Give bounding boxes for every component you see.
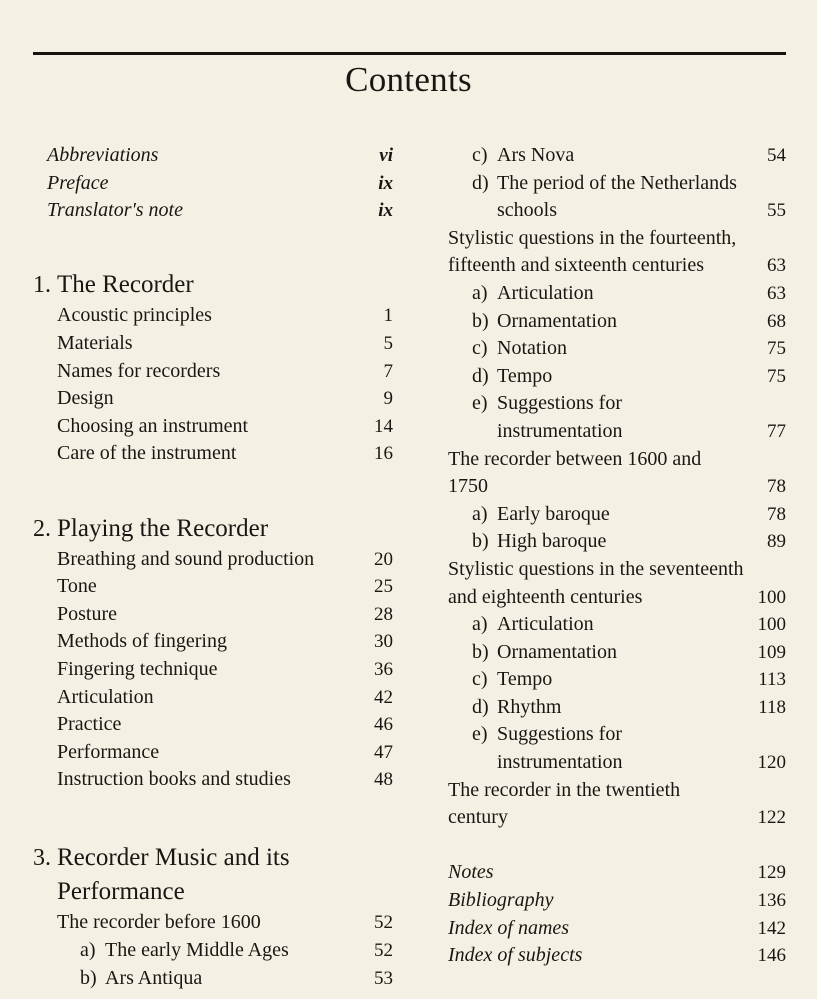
toc-entry-label: Tempo bbox=[497, 668, 553, 691]
toc-entry-marker: a) bbox=[472, 613, 488, 636]
toc-entry-practice[interactable] bbox=[33, 711, 393, 739]
page-title: Contents bbox=[345, 60, 472, 99]
toc-entry-tempo-75[interactable] bbox=[410, 363, 786, 391]
toc-entry-page: 20 bbox=[374, 548, 393, 570]
toc-entry-translators-note[interactable] bbox=[33, 197, 393, 225]
toc-entry-marker: d) bbox=[472, 171, 489, 194]
toc-entry-suggestions-for-instrumentation-77[interactable] bbox=[410, 390, 786, 418]
toc-entry-continuation bbox=[410, 749, 786, 777]
toc-entry-label: Materials bbox=[57, 331, 133, 354]
chapter-heading-1[interactable] bbox=[33, 268, 393, 302]
toc-entry-page: 1 bbox=[383, 305, 393, 327]
toc-entry-marker: a) bbox=[472, 281, 488, 304]
toc-entry-suggestions-for-instrumentation-120[interactable] bbox=[410, 721, 786, 749]
toc-entry-preface[interactable] bbox=[33, 170, 393, 198]
toc-entry-label: The recorder in the twentieth bbox=[448, 778, 681, 801]
toc-entry-stylistic-questions-14-16-line2[interactable] bbox=[410, 252, 786, 280]
toc-entry-page: 89 bbox=[767, 531, 786, 553]
toc-entry-bibliography[interactable] bbox=[410, 887, 786, 915]
toc-entry-label: Instruction books and studies bbox=[57, 768, 291, 791]
toc-entry-articulation[interactable] bbox=[33, 684, 393, 712]
toc-entry-page: 53 bbox=[374, 967, 393, 989]
toc-entry-page: 30 bbox=[374, 631, 393, 653]
toc-entry-label: Notation bbox=[497, 337, 567, 360]
toc-entry-continuation bbox=[410, 418, 786, 446]
toc-entry-rhythm-118[interactable] bbox=[410, 694, 786, 722]
toc-entry-names-for-recorders[interactable] bbox=[33, 358, 393, 386]
toc-entry-marker: c) bbox=[472, 668, 488, 691]
spacer bbox=[33, 225, 393, 253]
toc-entry-page: 47 bbox=[374, 741, 393, 763]
toc-entry-page: 118 bbox=[758, 696, 786, 718]
toc-entry-label: Early baroque bbox=[497, 502, 610, 525]
toc-entry-page: 25 bbox=[374, 576, 393, 598]
toc-entry-stylistic-questions-17-18-line1[interactable] bbox=[410, 556, 786, 584]
chapter-title: The Recorder bbox=[57, 271, 194, 299]
toc-entry-ars-nova[interactable] bbox=[410, 142, 786, 170]
toc-entry-page: 100 bbox=[757, 614, 786, 636]
toc-entry-label: Suggestions for bbox=[497, 723, 622, 746]
toc-entry-page: 75 bbox=[767, 365, 786, 387]
toc-entry-label: Abbreviations bbox=[47, 144, 159, 166]
toc-entry-high-baroque[interactable] bbox=[410, 528, 786, 556]
toc-entry-page: 54 bbox=[767, 145, 786, 166]
toc-entry-label: 1750 bbox=[448, 475, 488, 498]
toc-entry-page: 28 bbox=[374, 603, 393, 625]
spacer bbox=[33, 794, 393, 822]
toc-entry-ornamentation-68[interactable] bbox=[410, 308, 786, 336]
toc-entry-label: century bbox=[448, 806, 508, 829]
toc-entry-performance[interactable] bbox=[33, 739, 393, 767]
chapter-heading-2[interactable] bbox=[33, 512, 393, 546]
toc-entry-recorder-twentieth-century-line1[interactable] bbox=[410, 777, 786, 805]
toc-entry-choosing-an-instrument[interactable] bbox=[33, 413, 393, 441]
spacer bbox=[33, 821, 393, 841]
toc-entry-materials[interactable] bbox=[33, 330, 393, 358]
toc-entry-label: Preface bbox=[47, 171, 109, 194]
toc-entry-page: 120 bbox=[757, 752, 786, 774]
toc-entry-label: Index of names bbox=[448, 916, 570, 939]
toc-entry-marker: c) bbox=[472, 144, 488, 166]
toc-entry-label: Practice bbox=[57, 713, 122, 736]
toc-entry-abbreviations[interactable] bbox=[33, 142, 393, 170]
toc-entry-marker: e) bbox=[472, 723, 488, 746]
toc-entry-label: Acoustic principles bbox=[57, 304, 212, 327]
chapter-number: 3. bbox=[33, 845, 51, 872]
toc-entry-label: Breathing and sound production bbox=[57, 547, 315, 570]
toc-entry-page: 55 bbox=[767, 200, 786, 222]
toc-entry-marker: b) bbox=[472, 309, 489, 332]
toc-entry-label: The early Middle Ages bbox=[105, 939, 289, 962]
toc-entry-marker: b) bbox=[472, 530, 489, 553]
toc-entry-tempo-113[interactable] bbox=[410, 666, 786, 694]
toc-entry-label: Design bbox=[57, 387, 114, 410]
spacer bbox=[33, 252, 393, 268]
toc-entry-label: The period of the Netherlands bbox=[497, 171, 737, 194]
toc-entry-page: 113 bbox=[758, 669, 786, 691]
toc-entry-page: 42 bbox=[374, 686, 393, 708]
toc-entry-label: Notes bbox=[448, 861, 494, 884]
toc-entry-label: Stylistic questions in the seventeenth bbox=[448, 557, 744, 580]
toc-entry-fingering-technique[interactable] bbox=[33, 656, 393, 684]
toc-entry-articulation-63[interactable] bbox=[410, 280, 786, 308]
chapter-number: 2. bbox=[33, 515, 51, 542]
toc-entry-marker: e) bbox=[472, 392, 488, 415]
toc-entry-marker: b) bbox=[80, 966, 97, 989]
spacer bbox=[33, 468, 393, 496]
toc-entry-marker: d) bbox=[472, 364, 489, 387]
toc-entry-label: Ars Antiqua bbox=[105, 966, 203, 989]
toc-entry-label: Care of the instrument bbox=[57, 442, 237, 465]
toc-entry-label: Translator's note bbox=[47, 199, 183, 222]
spacer bbox=[33, 496, 393, 512]
toc-entry-label: The recorder between 1600 and bbox=[448, 447, 702, 470]
toc-entry-page: vi bbox=[379, 145, 393, 166]
toc-entry-label: Ars Nova bbox=[497, 144, 575, 166]
toc-entry-page: 63 bbox=[767, 255, 786, 277]
toc-entry-label: The recorder before 1600 bbox=[57, 911, 261, 934]
toc-entry-page: 78 bbox=[767, 503, 786, 525]
toc-entry-netherlands-schools[interactable] bbox=[410, 170, 786, 198]
toc-entry-breathing-and-sound-production[interactable] bbox=[33, 546, 393, 574]
toc-entry-notation-75[interactable] bbox=[410, 335, 786, 363]
toc-entry-label: and eighteenth centuries bbox=[448, 585, 643, 608]
toc-entry-page: 46 bbox=[374, 714, 393, 736]
toc-entry-tone[interactable] bbox=[33, 573, 393, 601]
toc-entry-label: Ornamentation bbox=[497, 309, 617, 332]
toc-entry-recorder-1600-1750-line2[interactable] bbox=[410, 473, 786, 501]
toc-entry-care-of-the-instrument[interactable] bbox=[33, 440, 393, 468]
toc-entry-notes[interactable] bbox=[410, 859, 786, 887]
toc-entry-the-recorder-before-1600[interactable] bbox=[33, 909, 393, 937]
chapter-title: Playing the Recorder bbox=[57, 514, 269, 542]
toc-entry-design[interactable] bbox=[33, 385, 393, 413]
toc-entry-recorder-twentieth-century-line2[interactable] bbox=[410, 804, 786, 832]
chapter-title-continuation: Performance bbox=[57, 878, 185, 906]
toc-entry-page: 77 bbox=[767, 420, 786, 442]
toc-entry-the-early-middle-ages[interactable] bbox=[33, 937, 393, 965]
toc-entry-page: 14 bbox=[374, 415, 393, 437]
toc-entry-page: 52 bbox=[374, 912, 393, 934]
toc-entry-methods-of-fingering[interactable] bbox=[33, 628, 393, 656]
toc-entry-marker: a) bbox=[80, 939, 96, 962]
toc-entry-label: Bibliography bbox=[448, 889, 554, 912]
chapter-title: Recorder Music and its bbox=[57, 844, 290, 872]
toc-entry-ars-antiqua[interactable] bbox=[33, 965, 393, 993]
toc-entry-label: Choosing an instrument bbox=[57, 414, 249, 437]
toc-entry-page: 16 bbox=[374, 443, 393, 465]
toc-entry-articulation-100[interactable] bbox=[410, 611, 786, 639]
toc-entry-posture[interactable] bbox=[33, 601, 393, 629]
toc-entry-marker: d) bbox=[472, 695, 489, 718]
toc-entry-page: 146 bbox=[757, 945, 786, 967]
chapter-number: 1. bbox=[33, 272, 51, 299]
toc-entry-page: 68 bbox=[767, 310, 786, 332]
toc-entry-index-of-subjects[interactable] bbox=[410, 942, 786, 970]
toc-entry-marker: c) bbox=[472, 337, 488, 360]
toc-entry-index-of-names[interactable] bbox=[410, 915, 786, 943]
toc-entry-label: Methods of fingering bbox=[57, 630, 227, 653]
toc-entry-page: 7 bbox=[383, 360, 393, 382]
toc-entry-instruction-books-and-studies[interactable] bbox=[33, 766, 393, 794]
toc-entry-label: Ornamentation bbox=[497, 640, 617, 663]
toc-entry-page: 63 bbox=[767, 282, 786, 304]
toc-entry-page: ix bbox=[378, 200, 393, 222]
toc-entry-label: Articulation bbox=[57, 685, 154, 708]
toc-entry-label: Names for recorders bbox=[57, 359, 221, 382]
toc-entry-label: fifteenth and sixteenth centuries bbox=[448, 254, 705, 277]
toc-entry-acoustic-principles[interactable] bbox=[33, 302, 393, 330]
toc-entry-page: 109 bbox=[757, 641, 786, 663]
toc-entry-label: Index of subjects bbox=[448, 944, 583, 967]
chapter-heading-3-line2 bbox=[33, 875, 393, 909]
toc-entry-label: Stylistic questions in the fourteenth, bbox=[448, 226, 737, 249]
right-column bbox=[410, 142, 786, 970]
toc-entry-page: 75 bbox=[767, 338, 786, 360]
toc-entry-page: 48 bbox=[374, 769, 393, 791]
toc-entry-label: Suggestions for bbox=[497, 392, 622, 415]
toc-entry-page: 122 bbox=[757, 807, 786, 829]
toc-entry-continuation bbox=[410, 197, 786, 225]
toc-entry-label: Fingering technique bbox=[57, 657, 218, 680]
toc-entry-page: 100 bbox=[757, 586, 786, 608]
toc-entry-ornamentation-109[interactable] bbox=[410, 639, 786, 667]
toc-entry-label: High baroque bbox=[497, 530, 607, 553]
toc-entry-early-baroque[interactable] bbox=[410, 501, 786, 529]
toc-entry-page: 9 bbox=[383, 388, 393, 410]
toc-entry-page: 5 bbox=[383, 332, 393, 354]
toc-entry-page: ix bbox=[378, 172, 393, 194]
toc-entry-label: Tone bbox=[57, 575, 97, 598]
toc-entry-label: instrumentation bbox=[497, 751, 623, 774]
toc-entry-label: Tempo bbox=[497, 364, 553, 387]
toc-entry-page: 78 bbox=[767, 476, 786, 498]
toc-entry-page: 129 bbox=[757, 862, 786, 884]
toc-entry-page: 136 bbox=[757, 890, 786, 912]
toc-entry-label: schools bbox=[497, 199, 557, 222]
spacer bbox=[410, 832, 786, 860]
chapter-heading-3[interactable] bbox=[33, 841, 393, 875]
toc-entry-stylistic-questions-14-16-line1[interactable] bbox=[410, 225, 786, 253]
toc-entry-page: 36 bbox=[374, 658, 393, 680]
toc-entry-label: Articulation bbox=[497, 613, 594, 636]
toc-entry-label: instrumentation bbox=[497, 419, 623, 442]
toc-entry-label: Articulation bbox=[497, 281, 594, 304]
toc-entry-recorder-1600-1750-line1[interactable] bbox=[410, 446, 786, 474]
toc-entry-stylistic-questions-17-18-line2[interactable] bbox=[410, 584, 786, 612]
toc-entry-page: 142 bbox=[757, 917, 786, 939]
toc-entry-marker: b) bbox=[472, 640, 489, 663]
header-rule bbox=[33, 52, 786, 55]
toc-entry-label: Rhythm bbox=[497, 695, 562, 718]
toc-entry-marker: a) bbox=[472, 502, 488, 525]
toc-entry-label: Performance bbox=[57, 740, 160, 763]
left-column bbox=[33, 142, 393, 992]
toc-entry-page: 52 bbox=[374, 940, 393, 962]
toc-entry-label: Posture bbox=[57, 602, 117, 625]
